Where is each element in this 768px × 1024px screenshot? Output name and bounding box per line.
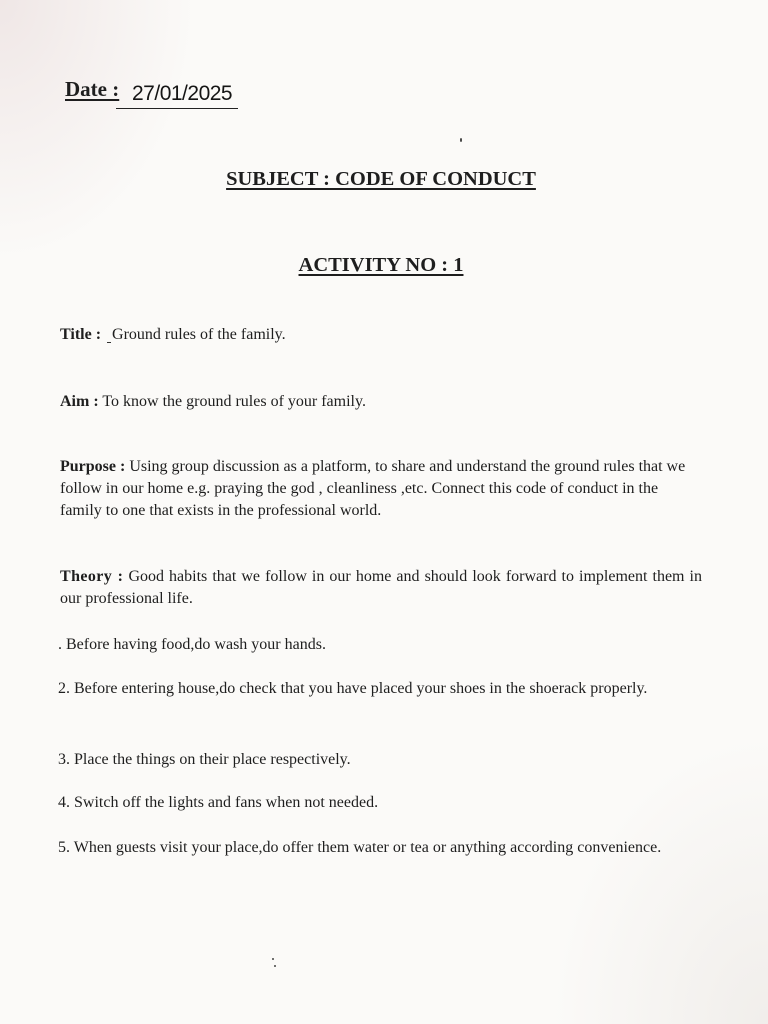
theory-text: Good habits that we follow in our home and should look forward to implement them in our professional life. — [60, 568, 703, 607]
scan-speck — [460, 138, 462, 142]
list-item: 2. Before entering house,do check that you have placed your shoes in the shoerack properly. — [58, 680, 648, 697]
scan-speck — [274, 965, 276, 967]
date-value: 27/01/2025 — [132, 82, 233, 105]
aim-text: To know the ground rules of your family. — [102, 393, 366, 410]
date-label: Date : — [65, 77, 120, 101]
purpose-label: Purpose : — [60, 458, 126, 475]
list-item: 3. Place the things on their place respectively. — [58, 751, 351, 768]
pen-mark — [107, 342, 111, 343]
date-underline — [116, 108, 238, 109]
purpose-paragraph — [60, 456, 700, 522]
list-item: . Before having food,do wash your hands. — [58, 636, 326, 653]
theory-label: Theory : — [60, 568, 124, 585]
purpose-text: Using group discussion as a platform, to share and understand the ground rules that we follow in our home e.g. praying the god , cleanliness ,etc. Connect this code of conduct in the family to one that exists in the professional world. — [60, 458, 686, 519]
scan-speck — [272, 958, 274, 960]
theory-paragraph — [60, 566, 702, 610]
activity-heading: ACTIVITY NO : 1 — [298, 254, 464, 276]
aim-line — [60, 391, 366, 413]
title-line — [60, 324, 286, 346]
aim-label: Aim : — [60, 393, 99, 410]
list-item: 5. When guests visit your place,do offer them water or tea or anything according convenience. — [58, 839, 662, 856]
title-text: Ground rules of the family. — [112, 326, 286, 343]
list-item: 4. Switch off the lights and fans when not needed. — [58, 794, 379, 811]
subject-heading: SUBJECT : CODE OF CONDUCT — [226, 168, 536, 190]
title-label: Title : — [60, 326, 102, 343]
